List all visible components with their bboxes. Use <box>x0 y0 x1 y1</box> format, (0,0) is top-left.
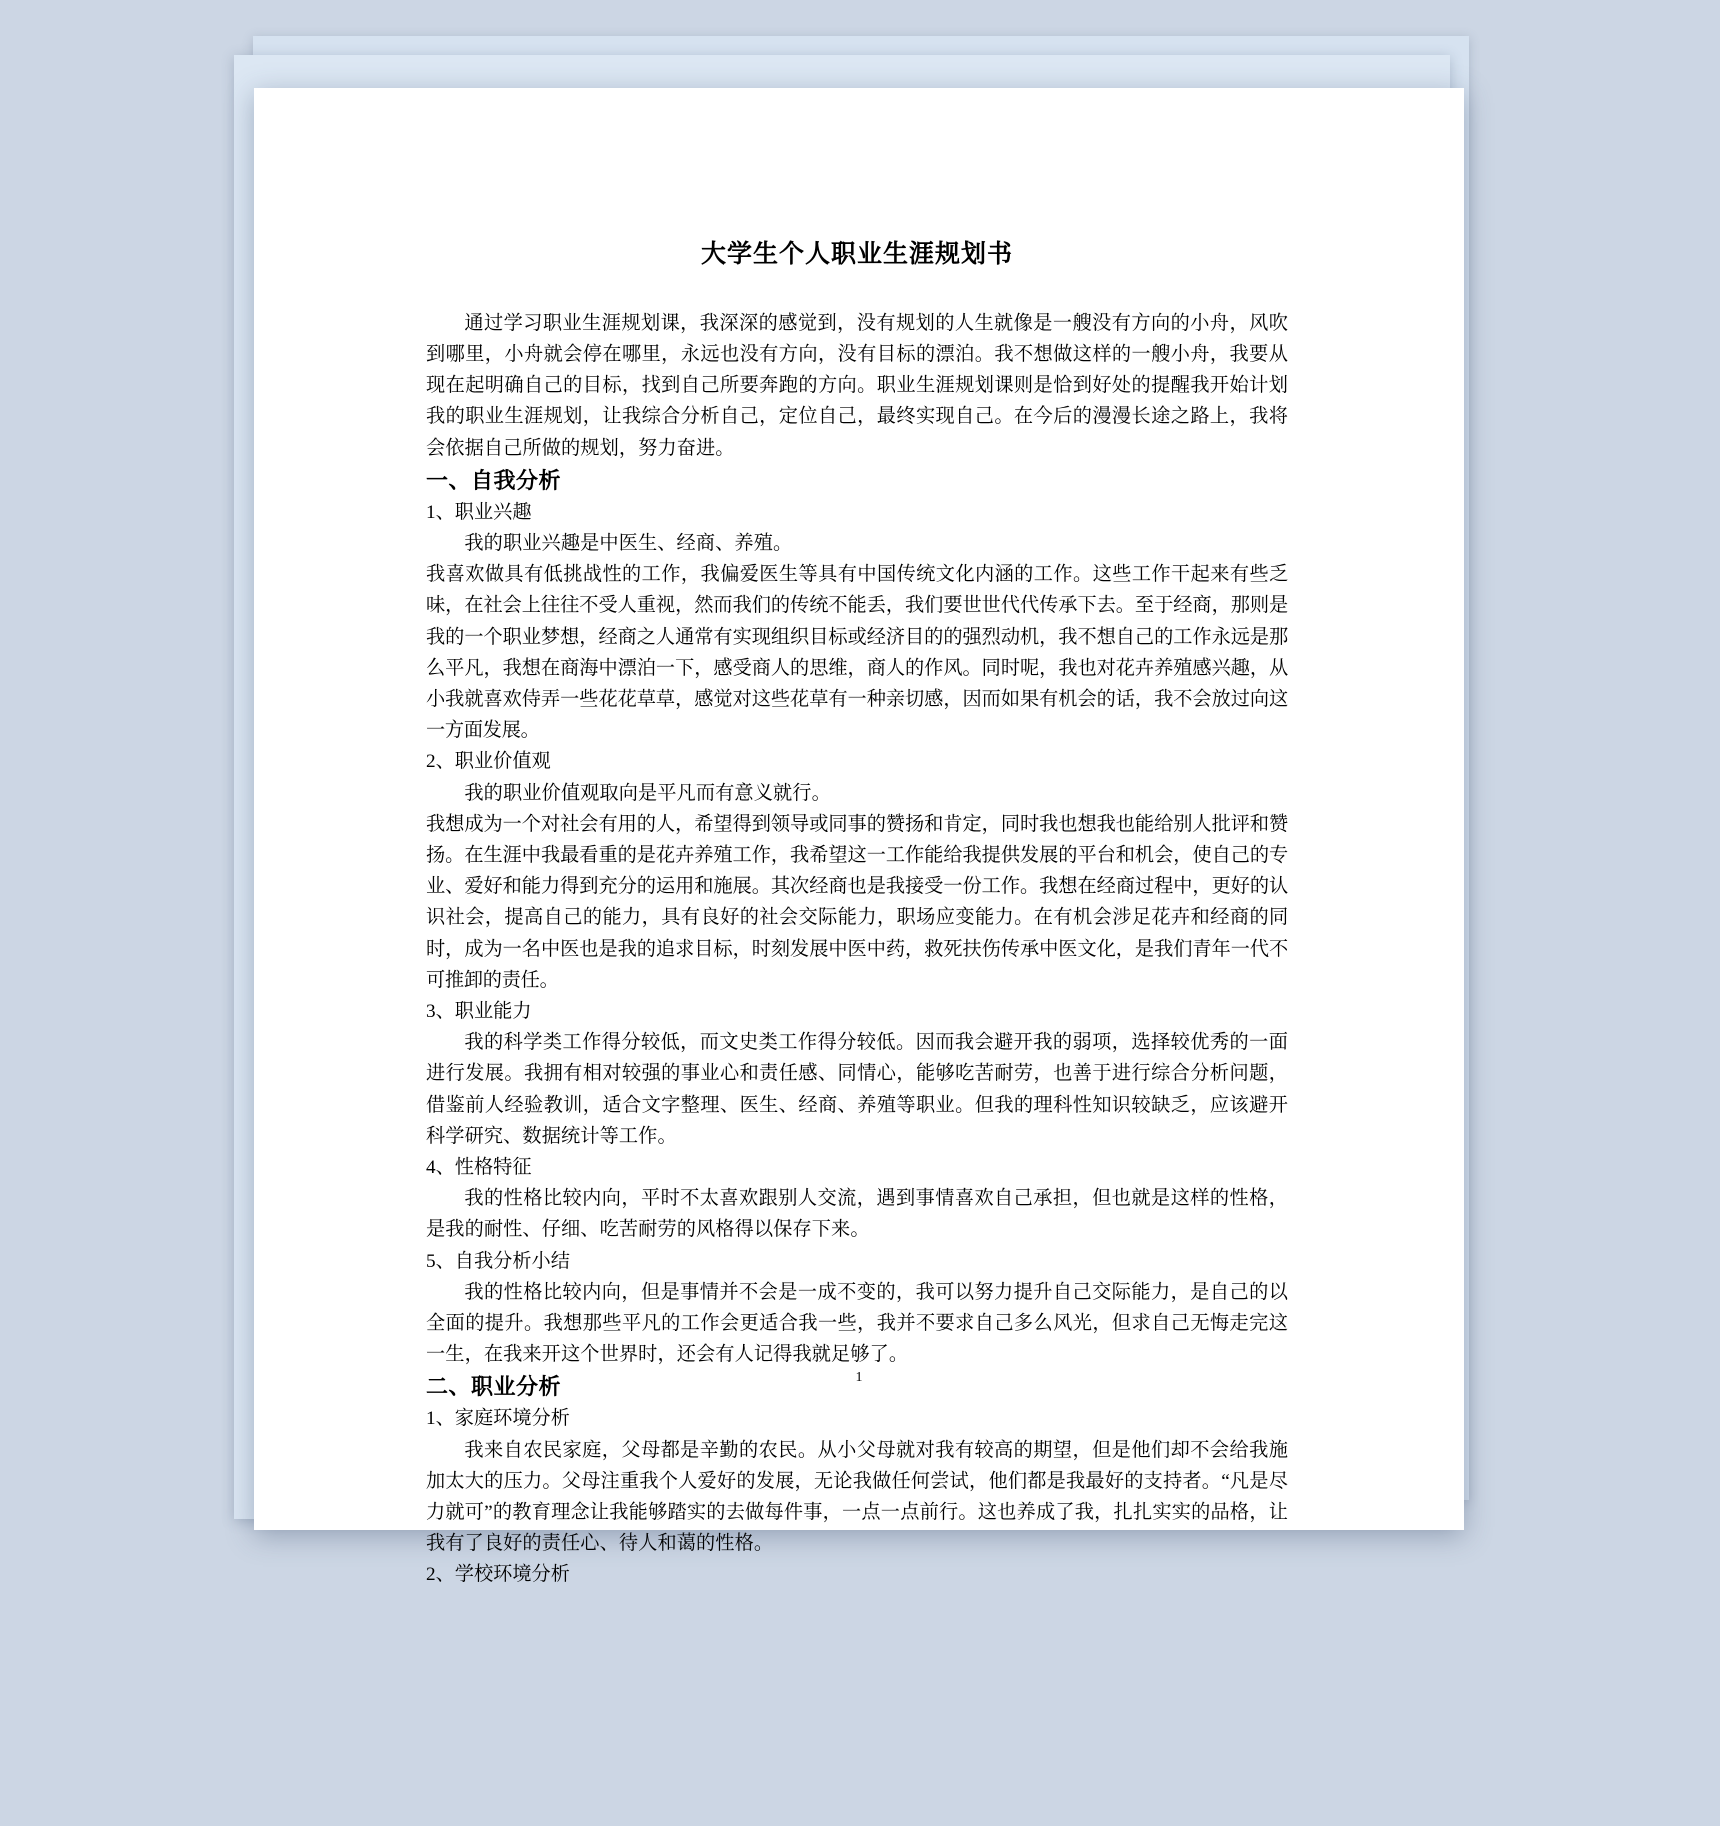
paragraph-1-4-body: 我的性格比较内向，平时不太喜欢跟别人交流，遇到事情喜欢自己承担，但也就是这样的性格，是我的耐性、仔细、吃苦耐劳的风格得以保存下来。 <box>426 1188 1288 1241</box>
document-page[interactable] <box>254 88 1464 1586</box>
heading-1-3-career-ability: 3、职业能力 <box>426 1001 532 1023</box>
paragraph-1-2-body: 我想成为一个对社会有用的人，希望得到领导或同事的赞扬和肯定，同时我也想我也能给别人批评和赞扬。在生涯中我最看重的是花卉养殖工作，我希望这一工作能给我提供发展的平台和机会，使自己的专业、爱好和能力得到充分的运用和施展。其次经商也是我接受一份工作。我想在经商过程中，更好的认识社会，提高自己的能力，具有良好的社会交际能力，职场应变能力。在有机会涉足花卉和经商的同时，成为一名中医也是我的追求目标，时刻发展中医中药，救死扶伤传承中医文化，是我们青年一代不可推卸的责任。 <box>426 813 1288 991</box>
heading-1-5-self-analysis-summary: 5、自我分析小结 <box>426 1250 570 1272</box>
document-title: 大学生个人职业生涯规划书 <box>700 241 1013 268</box>
paragraph-1-2-lead: 我的职业价值观取向是平凡而有意义就行。 <box>464 782 831 804</box>
heading-2-1-family-environment: 1、家庭环境分析 <box>426 1408 570 1430</box>
paragraph-1-5-body: 我的性格比较内向，但是事情并不会是一成不变的，我可以努力提升自己交际能力，是自己的以全面的提升。我想那些平凡的工作会更适合我一些，我并不要求自己多么风光，但求自己无悔走完这一生，在我来开这个世界时，还会有人记得我就足够了。 <box>426 1281 1288 1366</box>
heading-section-1: 一、自我分析 <box>426 467 562 493</box>
paragraph-1-1-lead: 我的职业兴趣是中医生、经商、养殖。 <box>464 532 793 554</box>
heading-section-2: 二、职业分析 <box>426 1374 562 1400</box>
intro-paragraph: 通过学习职业生涯规划课，我深深的感觉到，没有规划的人生就像是一艘没有方向的小舟，风吹到哪里，小舟就会停在哪里，永远也没有方向，没有目标的漂泊。我不想做这样的一艘小舟，我要从现在起明确自己的目标，找到自己所要奔跑的方向。职业生涯规划课则是恰到好处的提醒我开始计划我的职业生涯规划，让我综合分析自己，定位自己，最终实现自己。在今后的漫漫长途之路上，我将会依据自己所做的规划，努力奋进。 <box>426 312 1288 459</box>
paragraph-2-1-body: 我来自农民家庭，父母都是辛勤的农民。从小父母就对我有较高的期望，但是他们却不会给我施加太大的压力。父母注重我个人爱好的发展，无论我做任何尝试，他们都是我最好的支持者。“凡是尽力就可”的教育理念让我能够踏实的去做每件事，一点一点前行。这也养成了我，扎扎实实的品格，让我有了良好的责任心、待人和蔼的性格。 <box>426 1439 1288 1555</box>
heading-1-1-career-interest: 1、职业兴趣 <box>426 501 532 523</box>
heading-1-2-career-values: 2、职业价值观 <box>426 751 551 773</box>
page-number-footer: 1 <box>855 1370 863 1385</box>
page-content <box>426 238 1288 1591</box>
paragraph-1-3-body: 我的科学类工作得分较低，而文史类工作得分较低。因而我会避开我的弱项，选择较优秀的一面进行发展。我拥有相对较强的事业心和责任感、同情心，能够吃苦耐劳，也善于进行综合分析问题，借鉴前人经验教训，适合文字整理、医生、经商、养殖等职业。但我的理科性知识较缺乏，应该避开科学研究、数据统计等工作。 <box>426 1032 1288 1147</box>
heading-1-4-personality: 4、性格特征 <box>426 1157 532 1179</box>
heading-2-2-school-environment: 2、学校环境分析 <box>426 1564 570 1586</box>
paragraph-1-1-body: 我喜欢做具有低挑战性的工作，我偏爱医生等具有中国传统文化内涵的工作。这些工作干起来有些乏味，在社会上往往不受人重视，然而我们的传统不能丢，我们要世世代代传承下去。至于经商，那则是我的一个职业梦想，经商之人通常有实现组织目标或经济目的的强烈动机，我不想自己的工作永远是那么平凡，我想在商海中漂泊一下，感受商人的思维，商人的作风。同时呢，我也对花卉养殖感兴趣，从小我就喜欢侍弄一些花花草草，感觉对这些花草有一种亲切感，因而如果有机会的话，我不会放过向这一方面发展。 <box>426 564 1288 742</box>
